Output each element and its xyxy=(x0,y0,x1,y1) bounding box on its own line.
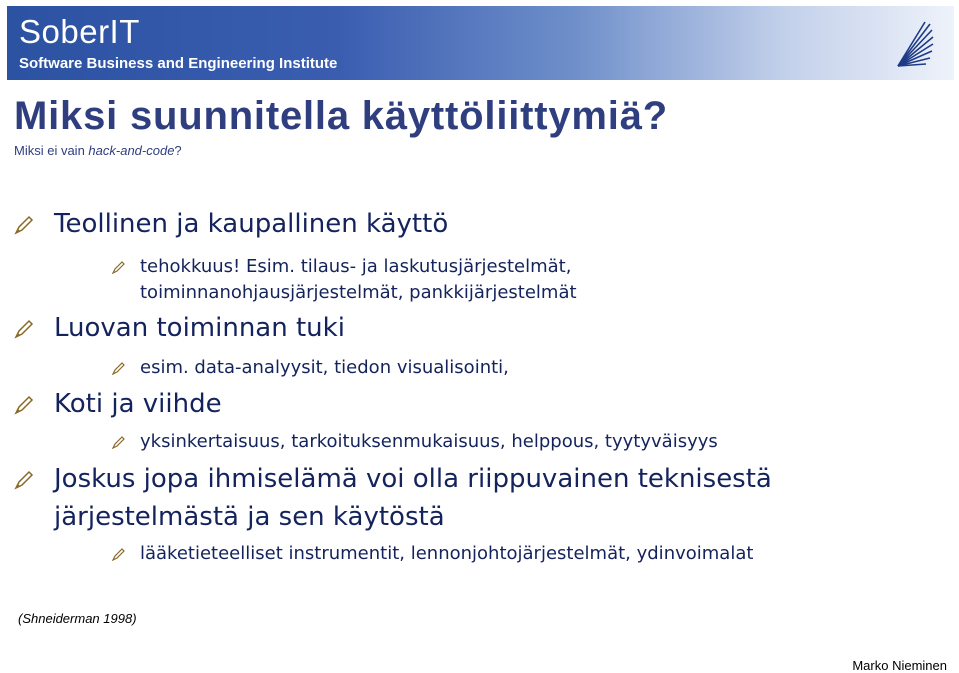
bullet-item xyxy=(54,313,345,343)
slide-subtitle xyxy=(14,143,182,158)
pen-nib-icon xyxy=(14,395,34,415)
bullet-text: Koti ja viihde xyxy=(54,389,222,419)
sub-bullet-item xyxy=(140,254,571,279)
header-banner xyxy=(7,6,954,80)
fan-logo-icon xyxy=(892,20,934,70)
bullet-text: Teollinen ja kaupallinen käyttö xyxy=(54,209,449,239)
institute-name: SoberIT xyxy=(19,13,140,50)
bullet-item xyxy=(54,209,448,239)
institute-subtitle: Software Business and Engineering Institute xyxy=(19,55,338,72)
author-name: Marko Nieminen xyxy=(852,658,947,673)
citation: (Shneiderman 1998) xyxy=(18,611,137,626)
sub-bullet-item xyxy=(140,429,718,454)
pen-nib-icon xyxy=(14,470,34,490)
bullet-item xyxy=(54,464,772,494)
subtitle-emphasis: hack-and-code xyxy=(88,143,175,158)
sub-bullet-text: toiminnanohjausjärjestelmät, pankkijärjestelmät xyxy=(140,282,577,303)
slide-title: Miksi suunnitella käyttöliittymiä? xyxy=(14,94,668,138)
pen-nib-icon xyxy=(112,435,126,449)
bullet-continuation xyxy=(54,502,445,532)
bullet-item xyxy=(54,389,222,419)
pen-nib-icon xyxy=(112,361,126,375)
sub-bullet-item xyxy=(140,355,509,380)
pen-nib-icon xyxy=(14,319,34,339)
bullet-text: järjestelmästä ja sen käytöstä xyxy=(54,502,445,532)
pen-nib-icon xyxy=(112,260,126,274)
subtitle-suffix: ? xyxy=(174,143,182,158)
bullet-text: Joskus jopa ihmiselämä voi olla riippuvainen teknisestä xyxy=(54,464,772,494)
sub-bullet-item xyxy=(140,541,753,566)
sub-bullet-text: lääketieteelliset instrumentit, lennonjohtojärjestelmät, ydinvoimalat xyxy=(140,543,754,564)
sub-bullet-text: esim. data-analyysit, tiedon visualisointi, xyxy=(140,357,509,378)
sub-bullet-text: tehokkuus! Esim. tilaus- ja laskutusjärjestelmät, xyxy=(140,256,572,277)
subtitle-prefix: Miksi ei vain xyxy=(14,143,89,158)
sub-bullet-continuation xyxy=(140,280,577,305)
bullet-text: Luovan toiminnan tuki xyxy=(54,313,345,343)
pen-nib-icon xyxy=(14,215,34,235)
sub-bullet-text: yksinkertaisuus, tarkoituksenmukaisuus, helppous, tyytyväisyys xyxy=(140,431,718,452)
pen-nib-icon xyxy=(112,547,126,561)
